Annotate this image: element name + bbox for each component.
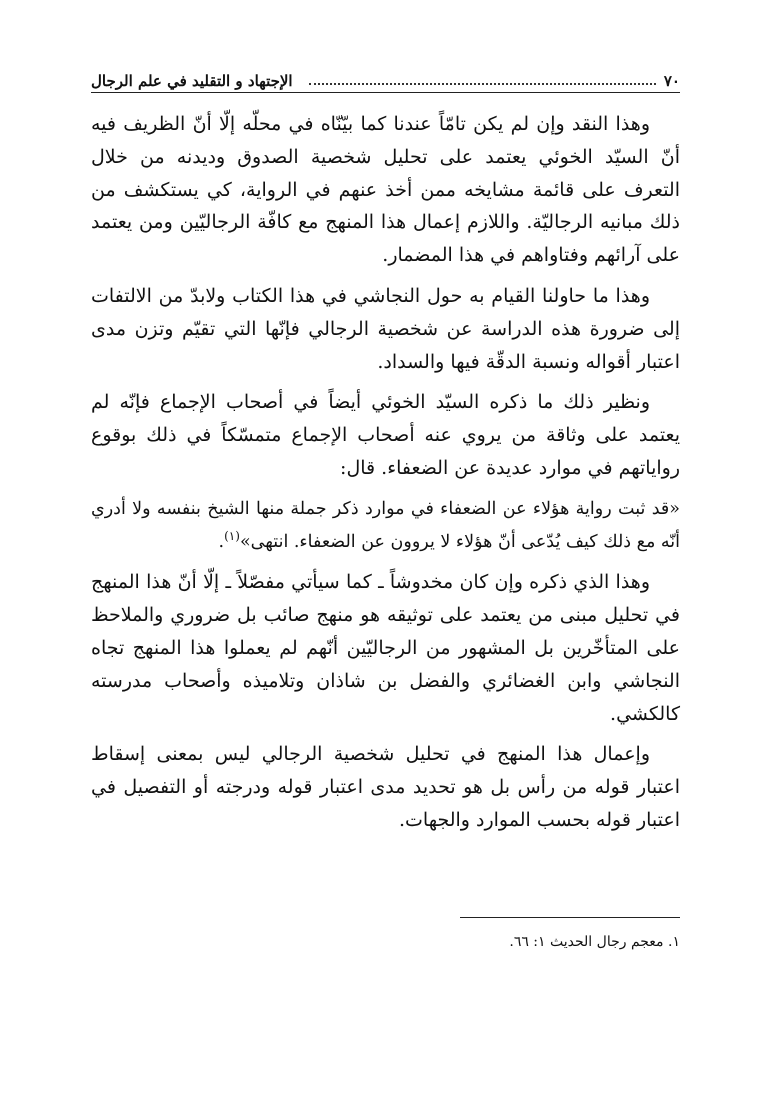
paragraph: ونظير ذلك ما ذكره السيّد الخوئي أيضاً في أصحاب الإجماع فإنّه لم يعتمد على وثاقة من يروي عنه أصحاب الإجماع متمسّكاً في ذلك بوقوع رواياتهم في موارد عديدة عن الضعفاء. قال:: [91, 391, 680, 479]
header-dot-leader: [309, 79, 656, 85]
footnote-reference: (١): [224, 528, 240, 543]
running-title: الإجتهاد و التقليد في علم الرجال: [91, 72, 293, 90]
paragraph: وهذا النقد وإن لم يكن تامّاً عندنا كما بيّنّاه في محلّه إلّا أنّ الظريف فيه أنّ السيّد الخوئي يعتمد على تحليل شخصية الصدوق وديدنه من خلال التعرف على قائمة مشايخه ممن أخذ عنهم في الرواية، كي يستكشف من ذلك مبانيه الرجاليّة. واللازم إعمال هذا المنهج مع كافّة الرجاليّين ومن يعتمد على آرائهم وفتاواهم في هذا المضمار.: [91, 113, 680, 267]
running-header: [91, 64, 680, 93]
footnote-separator: [460, 917, 680, 918]
paragraph: وهذا الذي ذكره وإن كان مخدوشاً ـ كما سيأتي مفصّلاً ـ إلّا أنّ هذا المنهج في تحليل مبنى من يعتمد على توثيقه هو منهج صائب بل ضروري والملاحظ على المتأخّرين بل المشهور من الرجاليّين أنّهم لم يعملوا هذا المنهج تجاه النجاشي وابن الغضائري والفضل بن شاذان وتلاميذه وأصحاب مدرسته كالكشي.: [91, 571, 680, 725]
footnote: ١. معجم رجال الحديث ١: ٦٦.: [509, 934, 680, 950]
page-number: ٧٠: [663, 72, 680, 90]
main-text: [91, 108, 680, 845]
quotation: «قد ثبت رواية هؤلاء عن الضعفاء في موارد ذكر جملة منها الشيخ بنفسه ولا أدري أنّه مع ذلك كيف يُدّعى أنّ هؤلاء لا يروون عن الضعفاء. انتهى»$^{(١)}$.: [91, 498, 680, 552]
paragraph: وإعمال هذا المنهج في تحليل شخصية الرجالي ليس بمعنى إسقاط اعتبار قوله من رأس بل هو تحديد مدى اعتبار قوله ودرجته أو التفصيل في اعتبار قوله بحسب الموارد والجهات.: [91, 743, 680, 831]
quotation-text: «قد ثبت رواية هؤلاء عن الضعفاء في موارد ذكر جملة منها الشيخ بنفسه ولا أدري أنّه مع ذلك كيف يُدّعى أنّ هؤلاء لا يروون عن الضعفاء. انتهى»: [91, 498, 680, 552]
paragraph: وهذا ما حاولنا القيام به حول النجاشي في هذا الكتاب ولابدّ من الالتفات إلى ضرورة هذه الدراسة عن شخصية الرجالي فإنّها التي تقيّم وتزن مدى اعتبار أقواله ونسبة الدقّة فيها والسداد.: [91, 284, 680, 373]
